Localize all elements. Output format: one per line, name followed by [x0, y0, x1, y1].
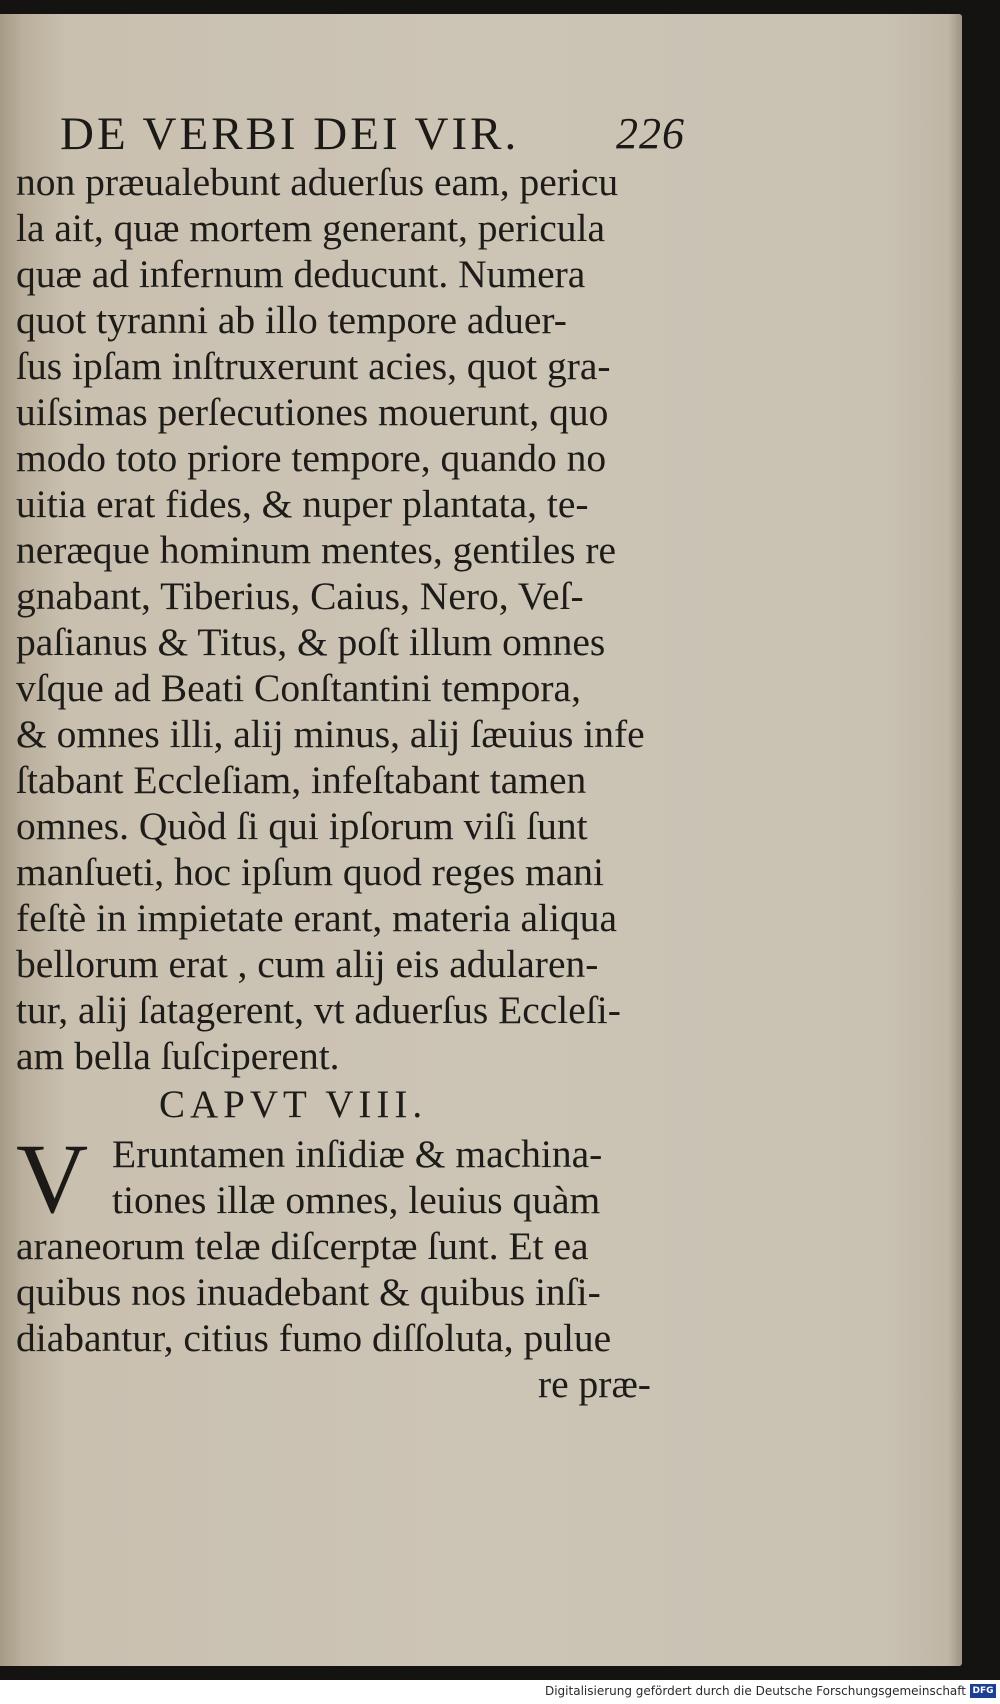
- text-line: diabantur, citius fumo diſſoluta, pulue: [16, 1316, 612, 1360]
- text-line: la ait, quæ mortem generant, pericula: [16, 206, 605, 250]
- text-line: quæ ad infernum deducunt. Numera: [16, 252, 586, 296]
- text-line: feſtè in impietate erant, materia aliqua: [16, 896, 617, 940]
- text-line: bellorum erat , cum alij eis adularen-: [16, 942, 599, 986]
- footer-strip: [0, 1680, 1000, 1704]
- running-title: DE VERBI DEI VIR.: [60, 108, 520, 160]
- text-line: vſque ad Beati Conſtantini tempora,: [16, 666, 581, 710]
- text-line: gnabant, Tiberius, Caius, Nero, Veſ-: [16, 574, 584, 618]
- running-head: [60, 104, 685, 164]
- text-line: ſtabant Eccleſiam, infeſtabant tamen: [16, 758, 587, 802]
- chapter-heading: CAPVT VIII.: [159, 1083, 428, 1126]
- text-line: am bella ſuſciperent.: [16, 1034, 340, 1078]
- text-line: tur, alij ſatagerent, vt aduerſus Eccleſi-: [16, 988, 621, 1032]
- drop-initial: V: [16, 1123, 89, 1234]
- text-line: non præualebunt aduerſus eam, pericu: [16, 160, 619, 204]
- dfg-logo: DFG: [970, 1684, 996, 1698]
- text-line: tiones illæ omnes, leuius quàm: [112, 1178, 601, 1222]
- text-line: Eruntamen inſidiæ & machina-: [112, 1132, 603, 1176]
- chapter-opening: [16, 1123, 676, 1234]
- text-line: modo toto priore tempore, quando no: [16, 436, 607, 480]
- text-line: neræque hominum mentes, gentiles re: [16, 528, 617, 572]
- book-page: [0, 14, 962, 1666]
- text-line: paſianus & Titus, & poſt illum omnes: [16, 620, 606, 664]
- footer-credit: Digitalisierung gefördert durch die Deutsche Forschungsgemeinschaft: [544, 1684, 966, 1698]
- page-edge-shadow: [948, 14, 962, 1666]
- text-line: manſueti, hoc ipſum quod reges mani: [16, 850, 604, 894]
- text-line: omnes. Quòd ſi qui ipſorum viſi ſunt: [16, 804, 588, 848]
- text-line: quibus nos inuadebant & quibus inſi-: [16, 1270, 601, 1314]
- text-line: ſus ipſam inſtruxerunt acies, quot gra-: [16, 344, 611, 388]
- text-line: araneorum telæ diſcerptæ ſunt. Et ea: [16, 1224, 589, 1268]
- text-line: uitia erat fides, & nuper plantata, te-: [16, 482, 589, 526]
- page-number: 226: [616, 109, 685, 158]
- text-line: quot tyranni ab illo tempore aduer-: [16, 298, 567, 342]
- text-block: [16, 159, 676, 1407]
- text-line: & omnes illi, alij minus, alij ſæuius infe: [16, 712, 645, 756]
- catchword: re præ-: [538, 1362, 651, 1406]
- text-line: uiſsimas perſecutiones mouerunt, quo: [16, 390, 609, 434]
